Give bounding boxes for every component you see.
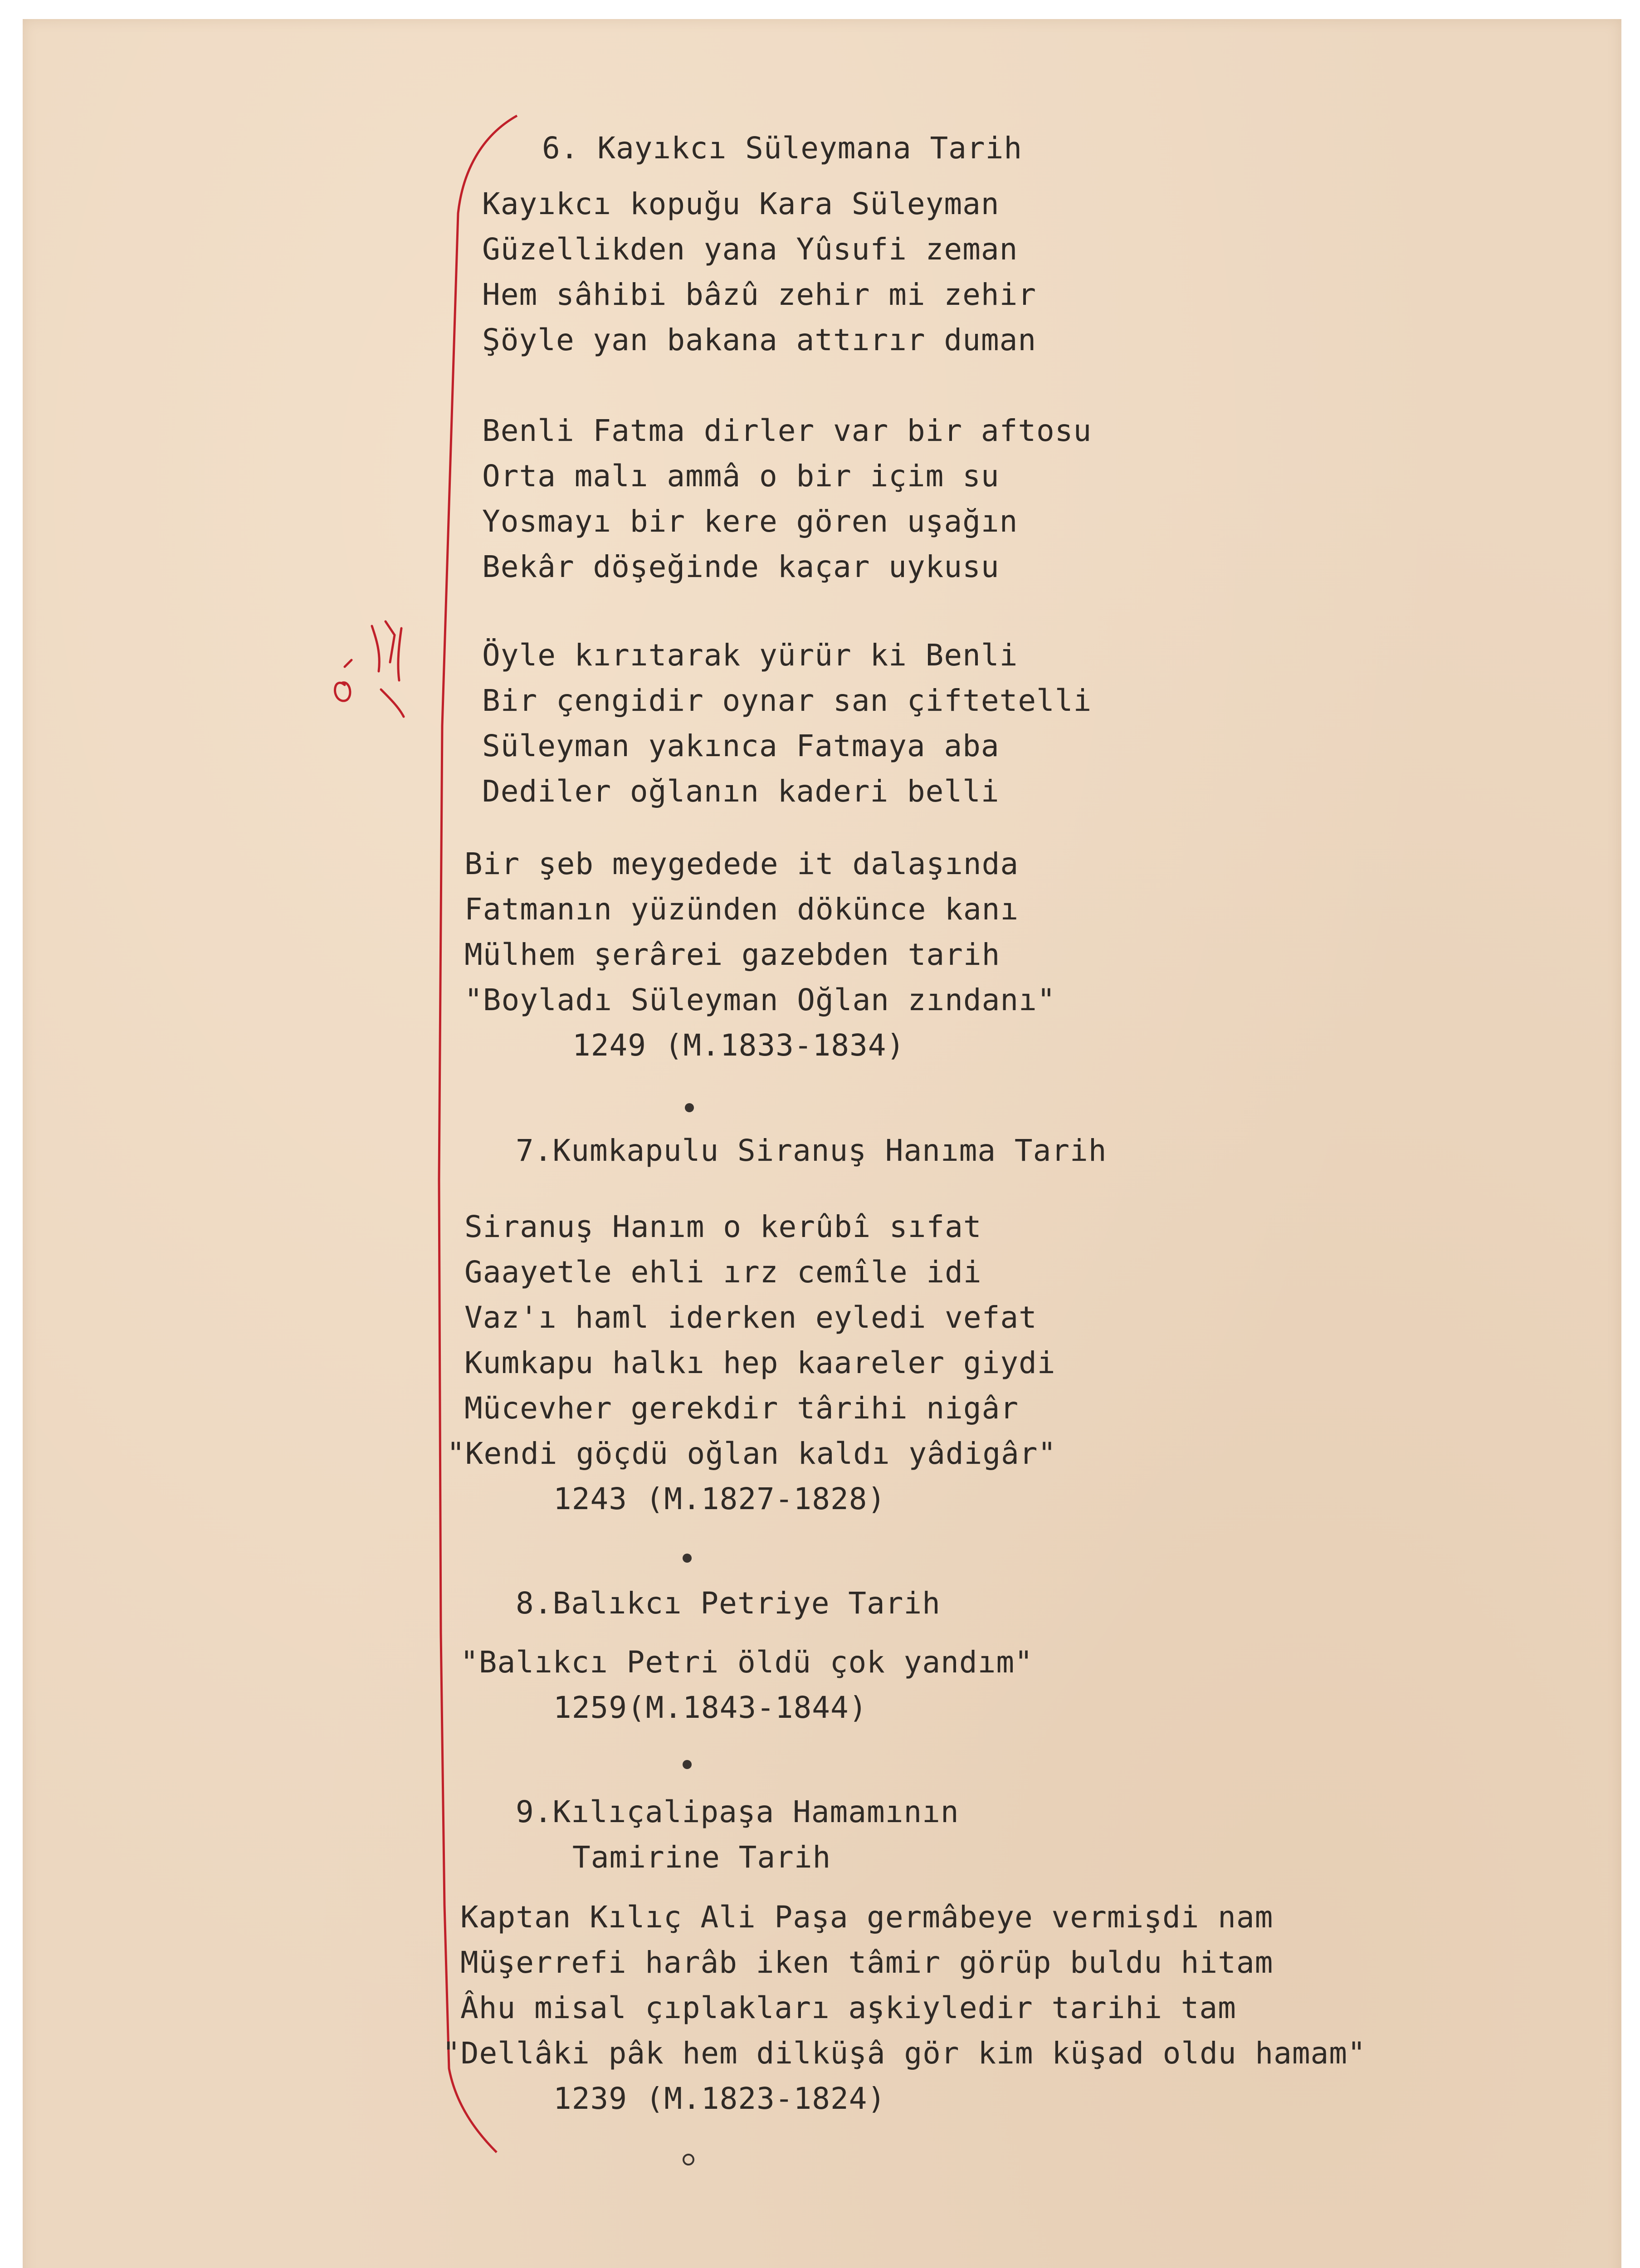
end-circle-mark [683,2154,694,2165]
section-separator-dot [683,1760,692,1769]
poem-8-line-1: "Balıkcı Petri öldü çok yandım" [460,1645,1033,1680]
poem-6-date: 1249 (M.1833-1834) [572,1028,905,1063]
poem-9-line-4: "Dellâki pâk hem dilküşâ gör kim küşad oldu hamam" [442,2036,1366,2071]
section-separator-dot [685,1103,694,1112]
poem-9-title: 9.Kılıçalipaşa Hamamının [516,1794,959,1829]
section-separator-dot [683,1554,692,1563]
poem-6-line-7: Yosmayı bir kere gören uşağın [482,504,1018,539]
poem-9-date: 1239 (M.1823-1824) [553,2081,886,2116]
poem-6-line-9: Öyle kırıtarak yürür ki Benli [482,638,1018,673]
poem-6-line-13: Bir şeb meygedede it dalaşında [464,846,1019,881]
poem-6-line-5: Benli Fatma dirler var bir aftosu [482,413,1092,448]
poem-7-date: 1243 (M.1827-1828) [553,1481,886,1516]
poem-6-line-2: Güzellikden yana Yûsufi zeman [482,232,1018,267]
poem-9-line-1: Kaptan Kılıç Ali Paşa germâbeye vermişdi nam [460,1900,1274,1935]
poem-6-line-8: Bekâr döşeğinde kaçar uykusu [482,549,1000,584]
poem-7-line-3: Vaz'ı haml iderken eyledi vefat [464,1300,1037,1335]
poem-8-date: 1259(M.1843-1844) [553,1690,868,1725]
poem-7-title: 7.Kumkapulu Siranuş Hanıma Tarih [516,1133,1107,1168]
poem-7-line-5: Mücevher gerekdir târihi nigâr [464,1391,1019,1426]
poem-7-line-4: Kumkapu halkı hep kaareler giydi [464,1345,1056,1380]
poem-7-line-2: Gaayetle ehli ırz cemîle idi [464,1255,982,1290]
poem-6-line-16: "Boyladı Süleyman Oğlan zındanı" [464,982,1056,1017]
poem-6-line-1: Kayıkcı kopuğu Kara Süleyman [482,186,1000,221]
poem-9-subtitle: Tamirine Tarih [572,1840,831,1875]
poem-6-line-14: Fatmanın yüzünden dökünce kanı [464,892,1019,927]
poem-9-line-2: Müşerrefi harâb iken tâmir görüp buldu hitam [460,1945,1274,1980]
poem-6-line-10: Bir çengidir oynar san çiftetelli [482,683,1092,718]
poem-7-line-6: "Kendi göçdü oğlan kaldı yâdigâr" [447,1436,1057,1471]
poem-6-line-12: Dediler oğlanın kaderi belli [482,774,1000,809]
poem-9-line-3: Âhu misal çıplakları aşkiyledir tarihi tam [460,1990,1236,2025]
poem-6-line-11: Süleyman yakınca Fatmaya aba [482,728,1000,763]
poem-7-line-1: Siranuş Hanım o kerûbî sıfat [464,1209,982,1244]
poem-6-line-6: Orta malı ammâ o bir içim su [482,459,1000,494]
poem-6-line-15: Mülhem şerârei gazebden tarih [464,937,1001,972]
poem-6-line-4: Şöyle yan bakana attırır duman [482,323,1037,357]
poem-6-line-3: Hem sâhibi bâzû zehir mi zehir [482,277,1037,312]
poem-8-title: 8.Balıkcı Petriye Tarih [516,1586,941,1621]
poem-6-title: 6. Kayıkcı Süleymana Tarih [542,131,1023,166]
